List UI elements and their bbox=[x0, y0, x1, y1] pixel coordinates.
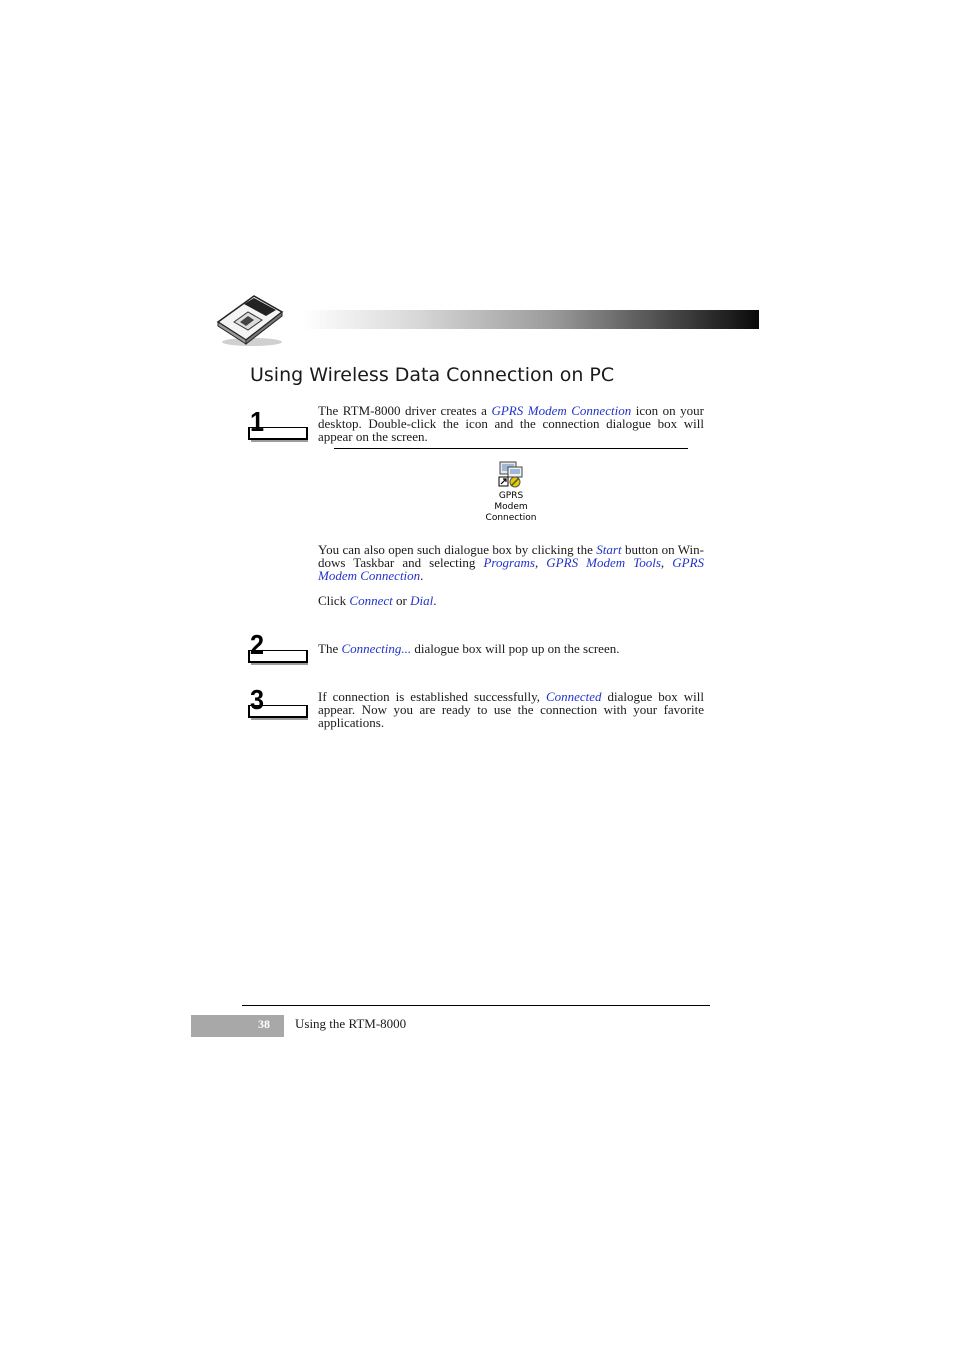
step-number: 2 bbox=[250, 629, 264, 660]
gprs-modem-connection-link[interactable]: GPRS Modem Connection bbox=[491, 403, 632, 418]
page-number-box bbox=[191, 1015, 284, 1037]
click-connect-text: Click Connect or Dial. bbox=[318, 593, 437, 608]
memory-card-icon bbox=[214, 292, 286, 348]
connected-link[interactable]: Connected bbox=[545, 689, 602, 704]
start-link[interactable]: Start bbox=[596, 542, 622, 557]
icon-label: GPRS Modem Connection bbox=[485, 491, 537, 523]
connect-link[interactable]: Connect bbox=[349, 593, 393, 608]
footer-title: Using the RTM-8000 bbox=[295, 1016, 407, 1031]
connecting-link[interactable]: Connecting... bbox=[341, 641, 412, 656]
programs-link[interactable]: Programs bbox=[483, 555, 535, 570]
gprs-modem-connection-menu-link[interactable]: GPRS Modem Connection bbox=[318, 555, 705, 583]
step1-text: The RTM-8000 driver creates a GPRS Modem Connection icon on your desktop. Double-click the icon and the connection dialogue box will appear on the screen. bbox=[318, 403, 704, 444]
separator-line bbox=[334, 448, 688, 449]
header-gradient-bar bbox=[302, 310, 759, 329]
step-marker-2 bbox=[248, 629, 310, 669]
step-marker-1 bbox=[248, 406, 310, 446]
dial-link[interactable]: Dial bbox=[410, 593, 434, 608]
gprs-modem-connection-icon[interactable] bbox=[497, 461, 523, 489]
step-marker-3 bbox=[248, 684, 310, 724]
footer-rule bbox=[242, 1005, 710, 1006]
alternative-method-text: You can also open such dialogue box by clicking the Start button on Win-dows Taskbar and selecting Programs, GPRS Modem Tools, GPRS Modem Connection. bbox=[318, 542, 705, 583]
step-number: 3 bbox=[250, 684, 264, 715]
page-number: 38 bbox=[258, 1017, 270, 1031]
step-number: 1 bbox=[250, 406, 264, 437]
step2-text: The Connecting... dialogue box will pop up on the screen. bbox=[318, 641, 620, 656]
gprs-modem-tools-link[interactable]: GPRS Modem Tools bbox=[546, 555, 661, 570]
section-title: Using Wireless Data Connection on PC bbox=[250, 364, 615, 386]
step3-text: If connection is established successfully, Connected dialogue box will appear. Now you are ready to use the connection with your favorite applications. bbox=[318, 689, 704, 730]
